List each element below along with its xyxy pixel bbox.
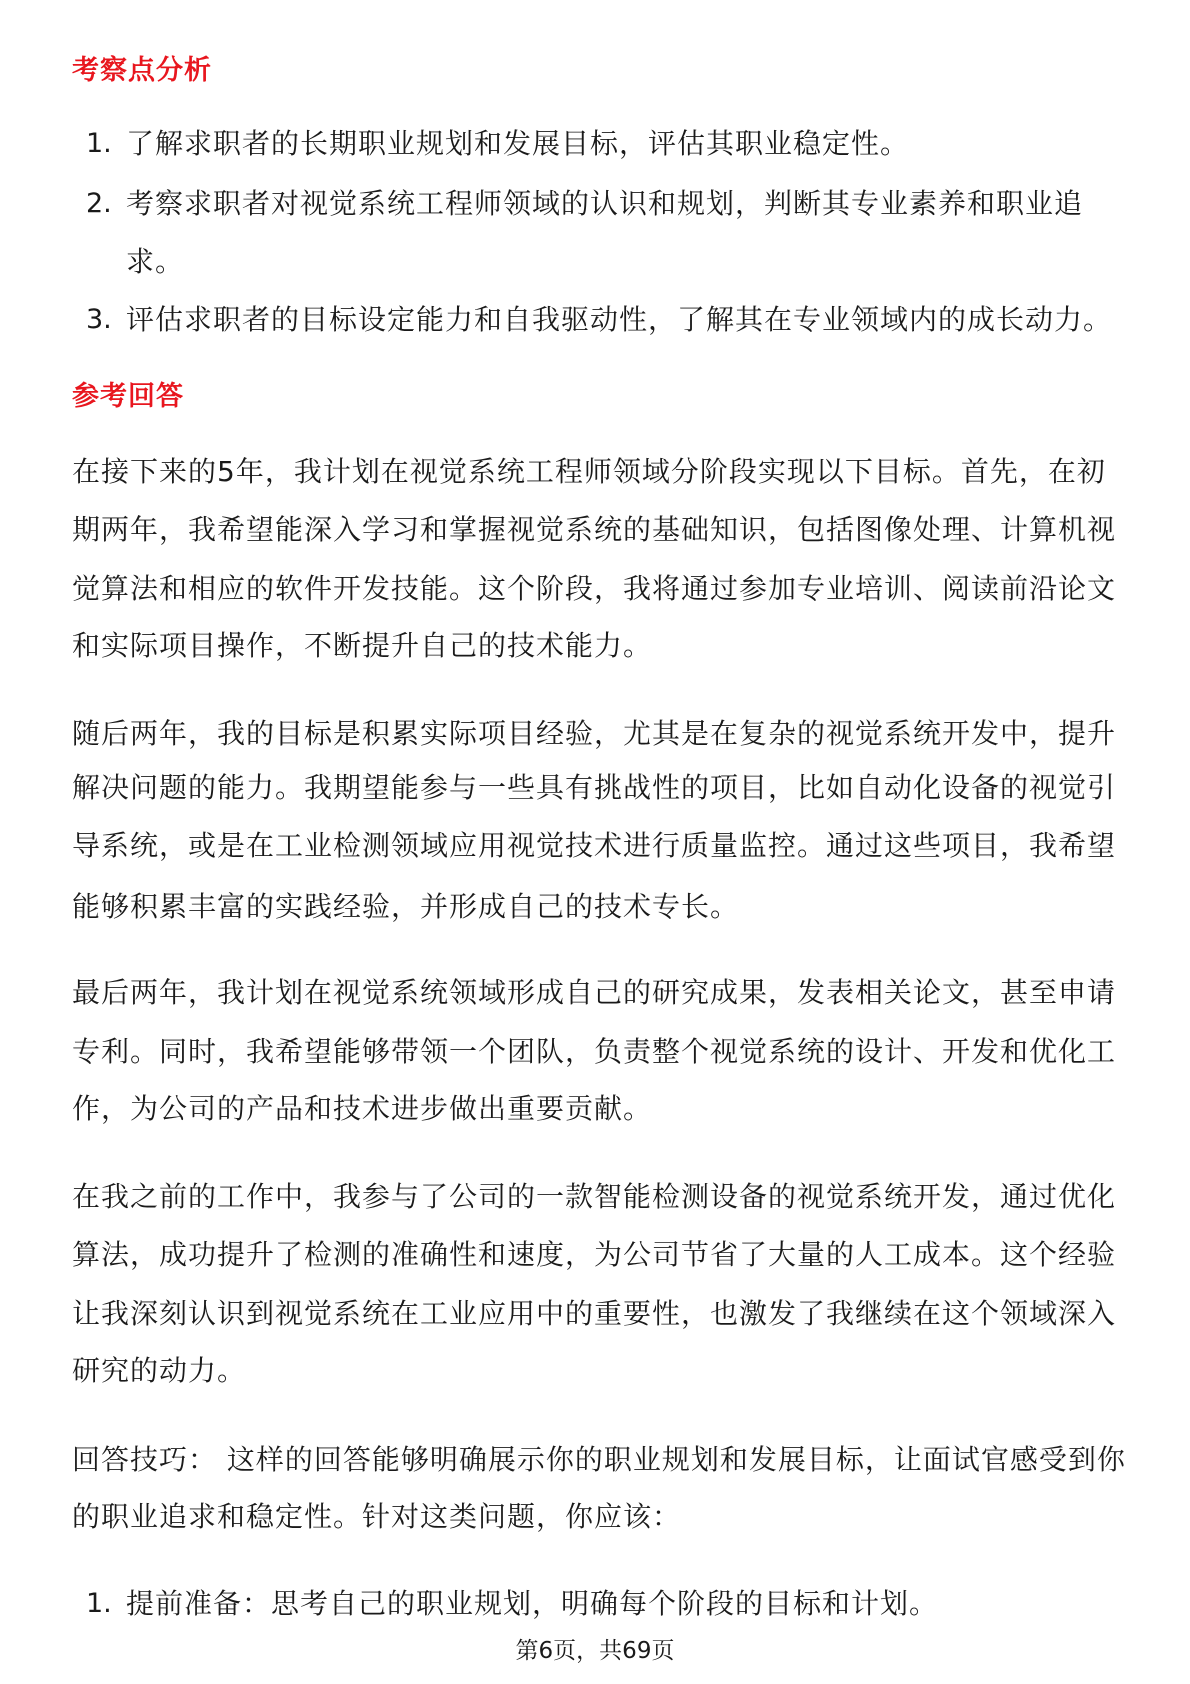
- paragraph-line: 让我深刻认识到视觉系统在工业应用中的重要性，也激发了我继续在这个领域深入: [72, 1297, 1117, 1330]
- paragraph-line: 觉算法和相应的软件开发技能。这个阶段，我将通过参加专业培训、阅读前沿论文: [72, 572, 1117, 605]
- list-number: 1.: [86, 128, 112, 159]
- list-item: 评估求职者的目标设定能力和自我驱动性，了解其在专业领域内的成长动力。: [126, 303, 1113, 336]
- paragraph-line: 和实际项目操作，不断提升自己的技术能力。: [72, 629, 653, 662]
- list-number: 2.: [86, 188, 112, 219]
- paragraph-line: 算法，成功提升了检测的准确性和速度，为公司节省了大量的人工成本。这个经验: [72, 1238, 1117, 1271]
- paragraph-line: 随后两年，我的目标是积累实际项目经验，尤其是在复杂的视觉系统开发中，提升: [72, 717, 1117, 750]
- section-heading-analysis: 考察点分析: [72, 55, 212, 86]
- paragraph-line: 解决问题的能力。我期望能参与一些具有挑战性的项目，比如自动化设备的视觉引: [72, 771, 1117, 804]
- list-item: 考察求职者对视觉系统工程师领域的认识和规划，判断其专业素养和职业追: [126, 187, 1084, 220]
- paragraph-line: 在我之前的工作中，我参与了公司的一款智能检测设备的视觉系统开发，通过优化: [72, 1180, 1117, 1213]
- paragraph-line: 研究的动力。: [72, 1354, 247, 1387]
- section-heading-answer: 参考回答: [72, 381, 184, 412]
- paragraph-line: 的职业追求和稳定性。针对这类问题，你应该：: [72, 1500, 682, 1533]
- paragraph-line: 导系统，或是在工业检测领域应用视觉技术进行质量监控。通过这些项目，我希望: [72, 829, 1117, 862]
- paragraph-line: 在接下来的5年，我计划在视觉系统工程师领域分阶段实现以下目标。首先，在初: [72, 455, 1106, 488]
- page-number: 第6页，共69页: [515, 1638, 675, 1664]
- paragraph-line: 回答技巧： 这样的回答能够明确展示你的职业规划和发展目标，让面试官感受到你: [72, 1443, 1126, 1476]
- paragraph-line: 能够积累丰富的实践经验，并形成自己的技术专长。: [72, 890, 740, 923]
- list-item-continued: 求。: [126, 245, 185, 278]
- tip-number: 1.: [86, 1588, 112, 1619]
- paragraph-line: 期两年，我希望能深入学习和掌握视觉系统的基础知识，包括图像处理、计算机视: [72, 513, 1117, 546]
- paragraph-line: 作，为公司的产品和技术进步做出重要贡献。: [72, 1092, 653, 1125]
- list-number: 3.: [86, 304, 112, 335]
- tip-item: 提前准备：思考自己的职业规划，明确每个阶段的目标和计划。: [126, 1587, 939, 1620]
- paragraph-line: 专利。同时，我希望能够带领一个团队，负责整个视觉系统的设计、开发和优化工: [72, 1035, 1117, 1068]
- paragraph-line: 最后两年，我计划在视觉系统领域形成自己的研究成果，发表相关论文，甚至申请: [72, 976, 1117, 1009]
- list-item: 了解求职者的长期职业规划和发展目标，评估其职业稳定性。: [126, 127, 910, 160]
